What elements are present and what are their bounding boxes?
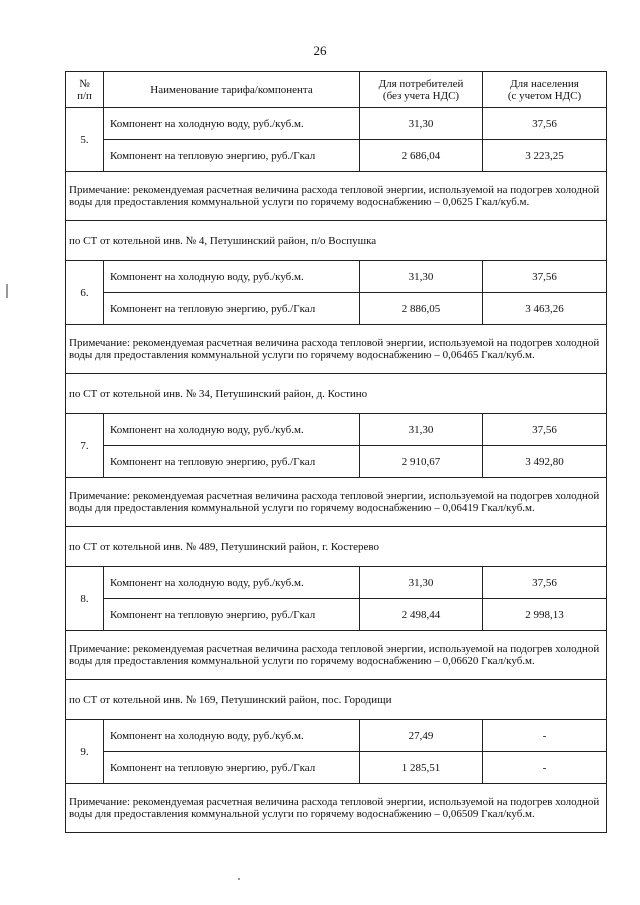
consumers-value: 31,30 (360, 567, 483, 599)
component-name: Компонент на холодную воду, руб./куб.м. (104, 720, 360, 752)
note-text: Примечание: рекомендуемая расчетная величина расхода тепловой энергии, используемой на подогрев холодной воды для предоставления коммунальной услуги по горячему водоснабжению – 0,06620 Гкал/куб.м. (66, 631, 607, 680)
note-text: Примечание: рекомендуемая расчетная величина расхода тепловой энергии, используемой на подогрев холодной воды для предоставления коммунальной услуги по горячему водоснабжению – 0,0625 Гкал/куб.м. (66, 172, 607, 221)
place-text: по СТ от котельной инв. № 4, Петушинский район, п/о Воспушка (66, 221, 607, 261)
consumers-value: 31,30 (360, 414, 483, 446)
header-consumers: Для потребителей (без учета НДС) (360, 72, 483, 108)
consumers-value: 2 910,67 (360, 446, 483, 478)
consumers-value: 2 886,05 (360, 293, 483, 325)
component-name: Компонент на холодную воду, руб./куб.м. (104, 108, 360, 140)
place-row (66, 221, 607, 261)
population-value: 3 492,80 (483, 446, 607, 478)
row-number: 9. (66, 720, 104, 784)
component-name: Компонент на тепловую энергию, руб./Гкал (104, 140, 360, 172)
population-value: 37,56 (483, 108, 607, 140)
scan-speck (6, 284, 8, 298)
consumers-value: 2 498,44 (360, 599, 483, 631)
place-row (66, 527, 607, 567)
row-number: 7. (66, 414, 104, 478)
table-row (66, 108, 607, 140)
consumers-value: 27,49 (360, 720, 483, 752)
place-row (66, 680, 607, 720)
component-name: Компонент на тепловую энергию, руб./Гкал (104, 599, 360, 631)
consumers-value: 31,30 (360, 108, 483, 140)
note-row (66, 478, 607, 527)
component-name: Компонент на тепловую энергию, руб./Гкал (104, 293, 360, 325)
table-row (66, 414, 607, 446)
note-row (66, 325, 607, 374)
population-value: 3 463,26 (483, 293, 607, 325)
row-number: 6. (66, 261, 104, 325)
population-value: 37,56 (483, 414, 607, 446)
page-number: 26 (313, 43, 327, 58)
place-text: по СТ от котельной инв. № 489, Петушинский район, г. Костерево (66, 527, 607, 567)
consumers-value: 2 686,04 (360, 140, 483, 172)
population-value: 2 998,13 (483, 599, 607, 631)
population-value: - (483, 720, 607, 752)
place-text: по СТ от котельной инв. № 34, Петушинский район, д. Костино (66, 374, 607, 414)
component-name: Компонент на тепловую энергию, руб./Гкал (104, 446, 360, 478)
note-row (66, 631, 607, 680)
table-row (66, 752, 607, 784)
row-number: 8. (66, 567, 104, 631)
table-row (66, 293, 607, 325)
place-text: по СТ от котельной инв. № 169, Петушинский район, пос. Городищи (66, 680, 607, 720)
place-row (66, 374, 607, 414)
population-value: 37,56 (483, 261, 607, 293)
component-name: Компонент на холодную воду, руб./куб.м. (104, 414, 360, 446)
consumers-value: 31,30 (360, 261, 483, 293)
note-text: Примечание: рекомендуемая расчетная величина расхода тепловой энергии, используемой на подогрев холодной воды для предоставления коммунальной услуги по горячему водоснабжению – 0,06509 Гкал/куб.м. (66, 784, 607, 833)
header-name: Наименование тарифа/компонента (104, 72, 360, 108)
table-row (66, 599, 607, 631)
population-value: 37,56 (483, 567, 607, 599)
component-name: Компонент на холодную воду, руб./куб.м. (104, 261, 360, 293)
population-value: 3 223,25 (483, 140, 607, 172)
note-row (66, 172, 607, 221)
header-population: Для населения (с учетом НДС) (483, 72, 607, 108)
note-text: Примечание: рекомендуемая расчетная величина расхода тепловой энергии, используемой на подогрев холодной воды для предоставления коммунальной услуги по горячему водоснабжению – 0,06465 Гкал/куб.м. (66, 325, 607, 374)
table-row (66, 567, 607, 599)
component-name: Компонент на тепловую энергию, руб./Гкал (104, 752, 360, 784)
table-row (66, 720, 607, 752)
note-text: Примечание: рекомендуемая расчетная величина расхода тепловой энергии, используемой на подогрев холодной воды для предоставления коммунальной услуги по горячему водоснабжению – 0,06419 Гкал/куб.м. (66, 478, 607, 527)
row-number: 5. (66, 108, 104, 172)
note-row (66, 784, 607, 833)
component-name: Компонент на холодную воду, руб./куб.м. (104, 567, 360, 599)
scan-speck (238, 878, 240, 880)
tariff-table (65, 71, 607, 833)
consumers-value: 1 285,51 (360, 752, 483, 784)
header-num: № п/п (66, 72, 104, 108)
population-value: - (483, 752, 607, 784)
table-header-row (66, 72, 607, 108)
table-row (66, 446, 607, 478)
table-row (66, 140, 607, 172)
table-row (66, 261, 607, 293)
